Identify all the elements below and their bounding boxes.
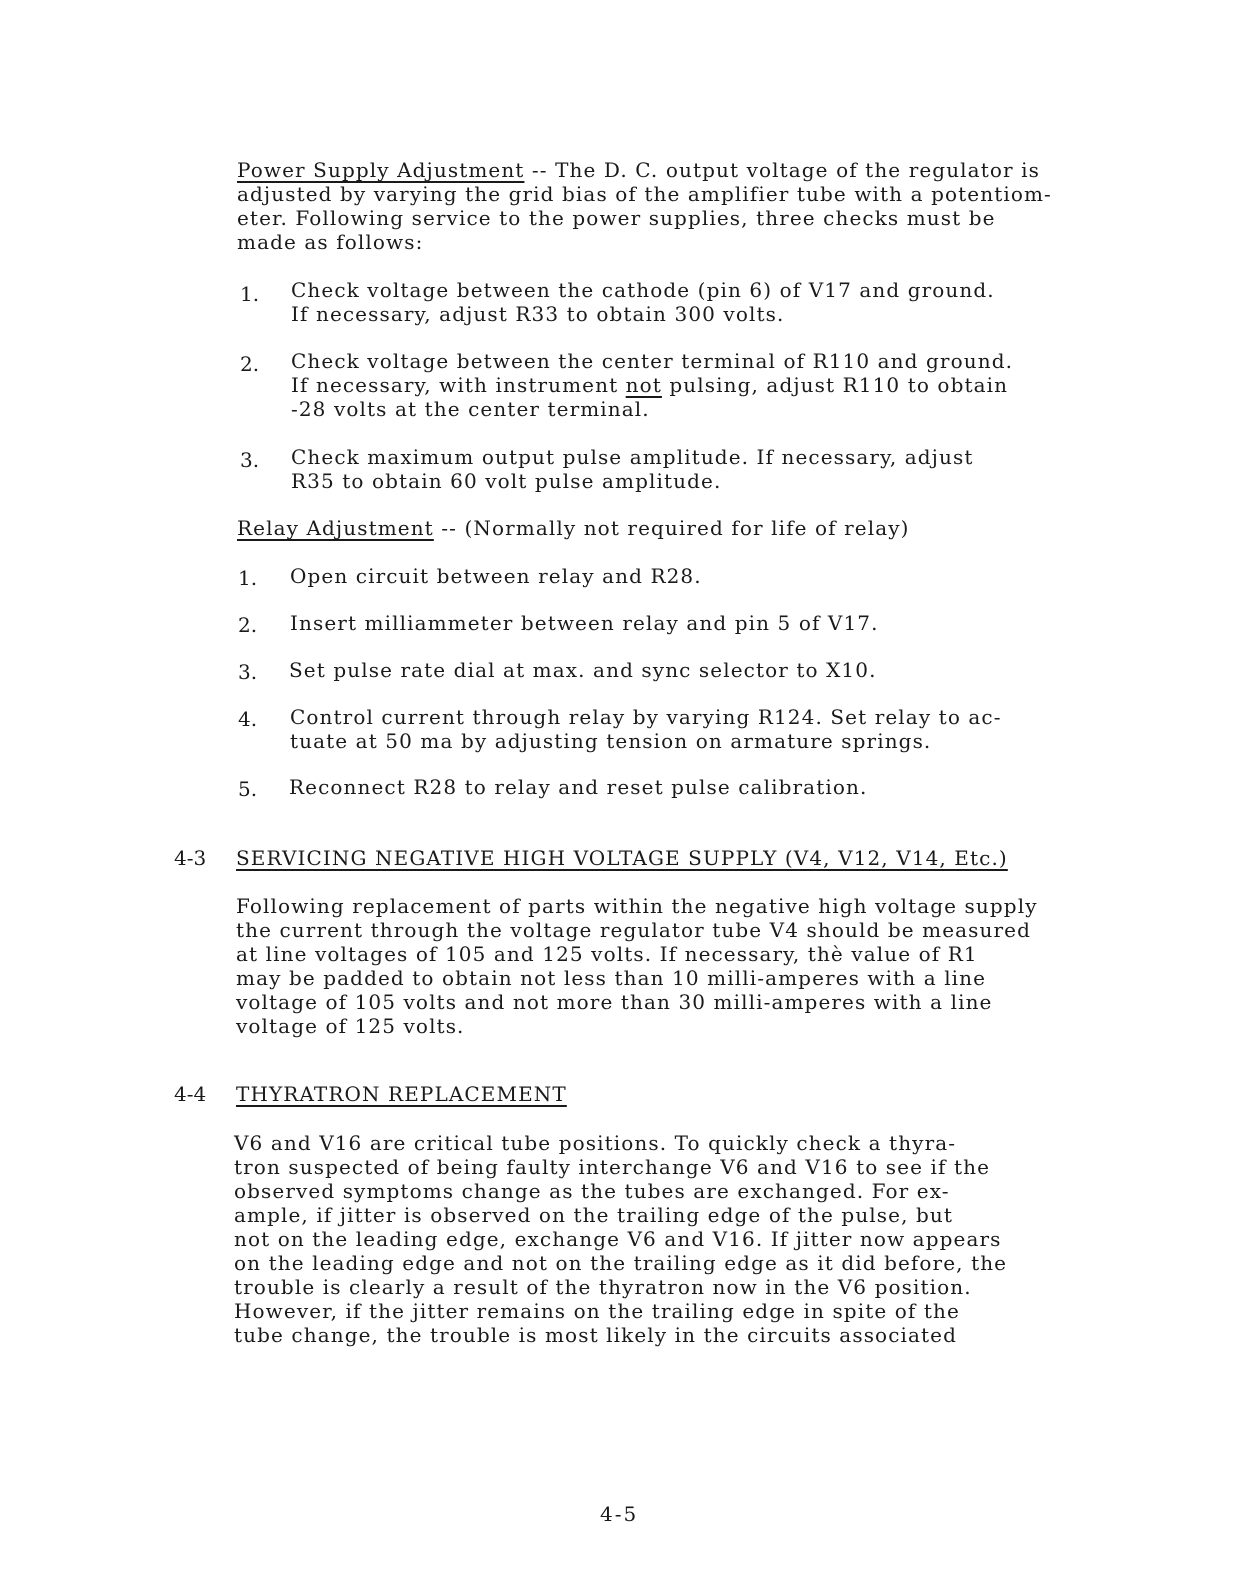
power-supply-intro-line: eter. Following service to the power supplies, three checks must be bbox=[237, 206, 996, 230]
power-supply-intro: Power Supply Adjustment -- The D. C. output voltage of the regulator is adjusted by varying the grid bias of the amplifier tube with a potentiom- eter. Following service to the power supplies, three checks must be made as follows: bbox=[237, 158, 1052, 254]
list-item-number: 4. bbox=[238, 707, 258, 731]
list-item: Set pulse rate dial at max. and sync selector to X10. bbox=[289, 658, 877, 682]
list-item-number: 3. bbox=[238, 660, 258, 684]
list-item-number: 2. bbox=[238, 613, 258, 637]
list-item: Reconnect R28 to relay and reset pulse calibration. bbox=[289, 775, 868, 799]
list-item-number: 5. bbox=[238, 777, 258, 801]
power-supply-intro-line: made as follows: bbox=[237, 230, 424, 254]
relay-adjustment-heading: Relay Adjustment -- (Normally not required for life of relay) bbox=[237, 516, 910, 540]
power-supply-intro-line: adjusted by varying the grid bias of the amplifier tube with a potentiom- bbox=[237, 182, 1052, 206]
relay-title: Relay Adjustment bbox=[237, 516, 434, 540]
section-body: V6 and V16 are critical tube positions. To quickly check a thyra- tron suspected of being faulty interchange V6 and V16 to see if the observed symptoms change as the tubes are exchanged. For ex- ample, if jitter is observed on the trailing edge of the pulse, but not on the leading edge, exchange V6 and V16. If jitter now appears on the leading edge and not on the trailing edge as it did before, the trouble is clearly a result of the thyratron now in the V6 position. However, if the jitter remains on the trailing edge in spite of the tube change, the trouble is most likely in the circuits associated bbox=[234, 1131, 1008, 1347]
list-item: Open circuit between relay and R28. bbox=[290, 564, 702, 588]
power-supply-title: Power Supply Adjustment bbox=[237, 158, 525, 182]
page-number: 4-5 bbox=[600, 1502, 639, 1526]
power-supply-intro-line: The D. C. output voltage of the regulator is bbox=[555, 158, 1040, 182]
list-item-number: 2. bbox=[240, 352, 260, 376]
list-item-number: 1. bbox=[240, 282, 260, 306]
list-item-number: 3. bbox=[240, 448, 260, 472]
section-title: THYRATRON REPLACEMENT bbox=[236, 1082, 567, 1106]
section-body: Following replacement of parts within the negative high voltage supply the current through the voltage regulator tube V4 should be measured at line voltages of 105 and 125 volts. If necessary, thè value of R1 may be padded to obtain not less than 10 milli-amperes with a line voltage of 105 volts and not more than 30 milli-amperes with a line voltage of 125 volts. bbox=[236, 894, 1038, 1038]
list-item: Control current through relay by varying R124. Set relay to ac- tuate at 50 ma by adjusting tension on armature springs. bbox=[290, 705, 1002, 753]
list-item: Check maximum output pulse amplitude. If necessary, adjust R35 to obtain 60 volt pulse amplitude. bbox=[291, 445, 974, 493]
section-title: SERVICING NEGATIVE HIGH VOLTAGE SUPPLY (V4, V12, V14, Etc.) bbox=[236, 846, 1008, 870]
list-item: Check voltage between the center terminal of R110 and ground. If necessary, with instrument not pulsing, adjust R110 to obtain -28 volts at the center terminal. bbox=[291, 349, 1014, 421]
list-item: Check voltage between the cathode (pin 6) of V17 and ground. If necessary, adjust R33 to obtain 300 volts. bbox=[291, 278, 995, 326]
list-item-number: 1. bbox=[238, 566, 258, 590]
emphasis-not: not bbox=[625, 373, 662, 397]
list-item: Insert milliammeter between relay and pin 5 of V17. bbox=[290, 611, 879, 635]
section-number: 4-4 bbox=[174, 1082, 207, 1106]
section-number: 4-3 bbox=[174, 846, 207, 870]
